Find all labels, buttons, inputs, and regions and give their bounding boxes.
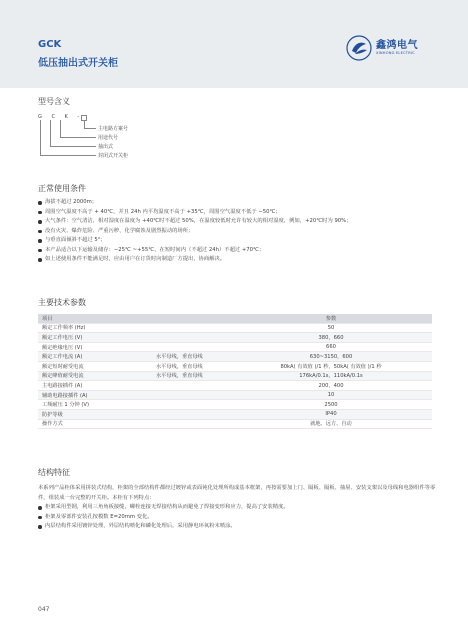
table-cell: 工频耐压 1 分钟 (V) xyxy=(38,400,152,410)
table-cell: 额定绝缘电压 (V) xyxy=(38,342,152,352)
table-cell xyxy=(152,409,230,419)
table-cell: 176kA/0.1s，110kA/0.1s xyxy=(230,371,432,381)
table-row xyxy=(38,352,432,362)
brand-logo xyxy=(346,33,446,63)
table-cell xyxy=(152,400,230,410)
list-item: 本产品适合以下运输及储存：−25℃ ~+55℃，在短时间内（不超过 24h）不超过 +70℃； xyxy=(38,246,438,256)
table-row xyxy=(38,400,432,410)
table-row xyxy=(38,342,432,352)
table-header-cell xyxy=(152,314,230,323)
leader-line xyxy=(50,120,51,146)
table-cell: 额定工作频率 (Hz) xyxy=(38,323,152,333)
leader-line xyxy=(40,120,41,155)
table-cell: 辅助电路接插件 (A) xyxy=(38,390,152,400)
table-cell xyxy=(152,323,230,333)
list-item: 海拔不超过 2000m； xyxy=(38,198,438,208)
table-row xyxy=(38,333,432,343)
table-row xyxy=(38,409,432,419)
conditions-list xyxy=(38,198,438,265)
list-item: 内层结构件采用镀锌处理，外层结构喷化和磷化处理后，采用静电环氧粉末喷涂。 xyxy=(38,522,436,532)
table-cell: 2500 xyxy=(230,400,432,410)
table-cell: 50 xyxy=(230,323,432,333)
model-label: 封闭式开关柜 xyxy=(98,153,129,159)
leader-line xyxy=(84,128,96,129)
list-item: 与垂直面倾斜不超过 5°； xyxy=(38,236,438,246)
table-header-cell: 项目 xyxy=(38,314,152,323)
leader-line xyxy=(50,146,96,147)
model-label: 主电路方案号 xyxy=(98,126,129,132)
table-cell: 630~3150，600 xyxy=(230,352,432,362)
table-cell: 水平母线，垂直母线 xyxy=(152,361,230,371)
table-header-cell: 参数 xyxy=(230,314,432,323)
brand-name-cn: 鑫鸿电气 xyxy=(376,40,418,51)
table-cell: 额定工作电压 (V) xyxy=(38,333,152,343)
model-section-title: 型号含义 xyxy=(38,97,70,106)
table-cell: 660 xyxy=(230,342,432,352)
brand-emblem-icon xyxy=(346,35,372,61)
leader-line xyxy=(60,137,96,138)
leader-line xyxy=(84,120,85,128)
table-cell: IP40 xyxy=(230,409,432,419)
table-cell xyxy=(152,333,230,343)
brand-name-en: XINHONG ELECTRIC xyxy=(376,51,415,55)
table-row xyxy=(38,371,432,381)
table-cell: 380，660 xyxy=(230,333,432,343)
leader-line xyxy=(40,155,96,156)
table-cell: 额定短时耐受电流 xyxy=(38,361,152,371)
structure-body xyxy=(38,484,436,532)
table-cell: 主电路接插件 (A) xyxy=(38,381,152,391)
structure-intro: 本系列产品柜体采用拼装式结构，柜架的全部结构件都经过镀锌或表面钝化处理所构成基本框架，再按需要加上门、隔板、隔板、抽屉、安装支架以及母线和电器组件等零件，组装成一台完整的开关柜。本柜有下列特点： xyxy=(38,485,436,501)
conditions-section-title: 正常使用条件 xyxy=(38,184,86,193)
list-item: 柜架采用型钢，利用三角角板接缝，螺栓连接无焊接结构从而避免了焊接变形和应力，提高了安装精度。 xyxy=(38,503,436,513)
table-row xyxy=(38,390,432,400)
table-cell: 10 xyxy=(230,390,432,400)
list-item: 没有火灾、爆炸危险、严重污秽、化学腐蚀及剧烈振动的场所； xyxy=(38,227,438,237)
table-cell xyxy=(152,381,230,391)
product-name-title: 低压抽出式开关柜 xyxy=(38,58,118,69)
table-cell: 防护等级 xyxy=(38,409,152,419)
table-cell: 额定工作电流 (A) xyxy=(38,352,152,362)
table-cell: 80kA( 有效值 )/1 秒，50kA( 有效值 )/1 秒 xyxy=(230,361,432,371)
page-number: 047 xyxy=(38,606,50,613)
list-item: 如上述使用条件不能满足时，应由用户在订货时向制造厂方提出，协商解决。 xyxy=(38,255,438,265)
table-row xyxy=(38,323,432,333)
table-cell: 200，400 xyxy=(230,381,432,391)
table-cell: 额定峰值耐受电流 xyxy=(38,371,152,381)
model-label: 用途代号 xyxy=(98,135,119,141)
table-cell: 就地、远方、自动 xyxy=(230,419,432,429)
table-row xyxy=(38,381,432,391)
model-diagram xyxy=(38,114,238,174)
table-cell: 水平母线，垂直母线 xyxy=(152,352,230,362)
table-cell xyxy=(152,419,230,429)
page-header xyxy=(0,0,468,88)
list-item: 周围空气温度不高于 + 40℃，并且 24h 内平均温度不高于 +35℃，周围空气温度不低于 −50℃； xyxy=(38,208,438,218)
model-label: 抽出式 xyxy=(98,144,114,150)
list-item: 柜架及零部件安装孔按模数 E=20mm 变化。 xyxy=(38,513,436,523)
structure-list xyxy=(38,503,436,532)
table-row xyxy=(38,419,432,429)
table-cell: 操作方式 xyxy=(38,419,152,429)
table-cell: 水平母线，垂直母线 xyxy=(152,371,230,381)
leader-line xyxy=(60,120,61,137)
table-header-row xyxy=(38,314,432,323)
table-cell xyxy=(152,390,230,400)
table-cell xyxy=(152,342,230,352)
list-item: 大气条件：空气清洁，相对湿度在温度为 +40℃时不超过 50%，在温度较低时允许有较大的相对湿度，例如，+20℃时为 90%； xyxy=(38,217,438,227)
table-row xyxy=(38,361,432,371)
structure-section-title: 结构特征 xyxy=(38,468,70,477)
model-code: G C K - xyxy=(38,114,84,120)
specs-section-title: 主要技术参数 xyxy=(38,298,86,307)
specs-table xyxy=(38,314,432,429)
product-code-title: GCK xyxy=(38,39,62,50)
